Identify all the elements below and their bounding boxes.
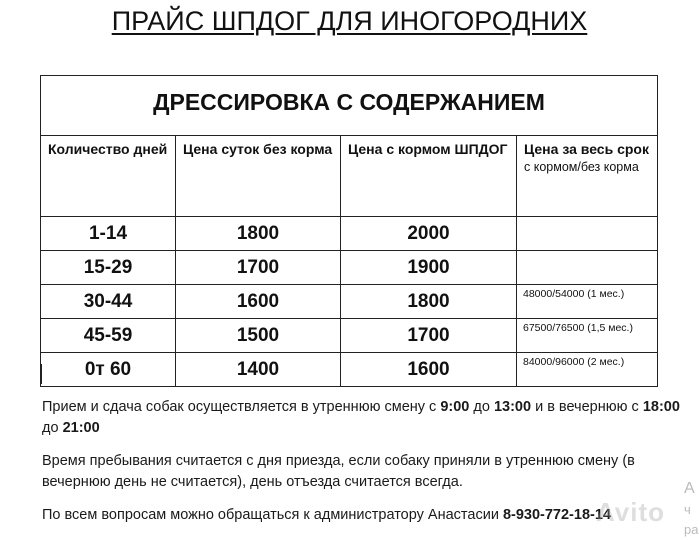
stay-rules-paragraph: Время пребывания считается с дня приезда, если собаку приняли в утреннюю смену (в вечернюю день не считается), день отъезда считается всегда. [42,453,635,490]
cell-total: 67500/76500 (1,5 мес.) [517,319,658,353]
morning-start-time: 9:00 [440,399,470,415]
watermark-side-char: ра [684,522,699,537]
text-cursor [41,364,42,384]
cell-price-no-food: 1700 [176,251,341,285]
table-row [41,319,658,353]
cell-price-with-food: 1600 [341,353,517,387]
cell-total [517,217,658,251]
cell-price-no-food: 1600 [176,285,341,319]
header-price-no-food: Цена суток без корма [176,136,341,217]
watermark-side-char: А [684,480,695,497]
cell-price-no-food: 1800 [176,217,341,251]
cell-total: 48000/54000 (1 мес.) [517,285,658,319]
cell-price-with-food: 1800 [341,285,517,319]
table-header-row [41,136,658,217]
contact-paragraph [42,505,682,526]
cell-days: 15-29 [41,251,176,285]
table-caption: ДРЕССИРОВКА С СОДЕРЖАНИЕМ [41,76,658,136]
cell-days: 45-59 [41,319,176,353]
cell-price-with-food: 2000 [341,217,517,251]
cell-total: 84000/96000 (2 мес.) [517,353,658,387]
schedule-text: и в вечернюю с [531,399,643,415]
evening-start-time: 18:00 [642,399,680,415]
header-price-with-food: Цена с кормом ШПДОГ [341,136,517,217]
table-caption-row [41,76,658,136]
contact-phone: 8-930-772-18-14 [502,507,611,523]
cell-price-no-food: 1400 [176,353,341,387]
schedule-text: до [42,420,63,436]
cell-price-with-food: 1900 [341,251,517,285]
price-table [40,75,658,387]
watermark-side-char: ч [684,502,691,517]
cell-price-with-food: 1700 [341,319,517,353]
schedule-text: до [469,399,494,415]
table-row [41,285,658,319]
document-title: ПРАЙС ШПДОГ ДЛЯ ИНОГОРОДНИХ [111,6,588,36]
evening-end-time: 21:00 [62,420,100,436]
schedule-text: Прием и сдача собак осуществляется в утреннюю смену с [42,399,441,415]
header-days: Количество дней [41,136,176,217]
morning-end-time: 13:00 [493,399,532,415]
contact-text: По всем вопросам можно обращаться к администратору Анастасии [42,507,503,523]
schedule-paragraph [42,397,682,439]
header-total-sub: с кормом/без корма [524,160,639,174]
table-row [41,217,658,251]
cell-days: 0т 60 [41,353,176,387]
header-total-main: Цена за весь срок [524,141,649,157]
cell-days: 1-14 [41,217,176,251]
table-row [41,353,658,387]
table-row [41,251,658,285]
cell-total [517,251,658,285]
avito-watermark: Avito [596,497,666,527]
cell-price-no-food: 1500 [176,319,341,353]
cell-days: 30-44 [41,285,176,319]
header-total-price [517,136,658,217]
